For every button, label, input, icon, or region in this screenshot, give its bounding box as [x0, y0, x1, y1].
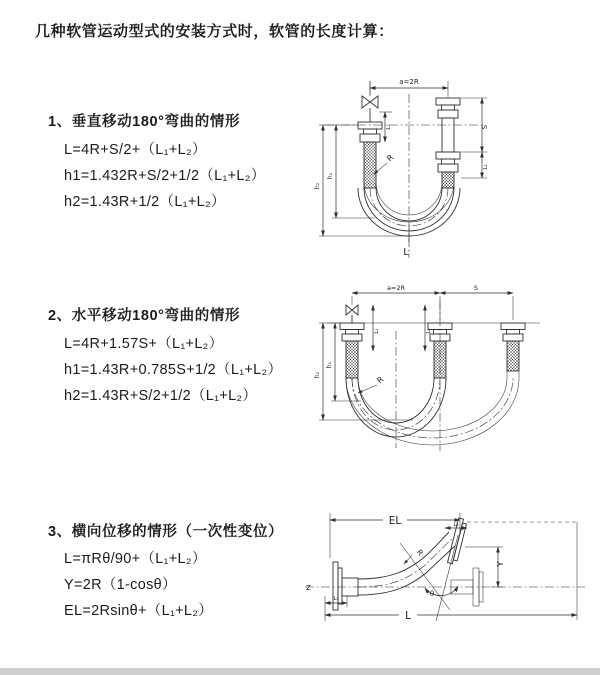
dim-label-l1: L₁ [374, 328, 380, 334]
page-edge-strip [0, 668, 600, 675]
dim-label-r: R [385, 152, 396, 164]
dim-label-h1: h₁ [326, 361, 333, 369]
braided-hose-middle [434, 341, 446, 378]
right-lower-flange [436, 152, 460, 172]
section-3-heading: 3、横向位移的情形（一次性变位） [48, 524, 284, 540]
section-2-heading: 2、水平移动180°弯曲的情形 [48, 308, 241, 324]
dim-label-y: Y [496, 561, 505, 567]
dim-label-s: S [473, 284, 479, 292]
centerlines [396, 301, 440, 451]
formula-line: L=4R+S/2+（L₁+L₂） [64, 142, 207, 158]
right-pipe [442, 118, 454, 152]
dimension-l2 [445, 522, 577, 620]
dimension-h2 [314, 323, 413, 420]
braided-hose-right [507, 341, 519, 371]
braided-hose-left [346, 341, 358, 378]
right-upper-flange [436, 98, 460, 118]
dimension-l-bottom [403, 228, 409, 258]
dim-label-el: EL [388, 515, 402, 527]
dim-label-l2: L₂ [426, 328, 432, 334]
dimension-l2 [482, 152, 489, 178]
diagram-lateral-displacement [295, 498, 600, 648]
flange-left [340, 323, 364, 341]
dim-label-l2: L₂ [453, 522, 459, 528]
dim-label-width: a=2R [386, 284, 406, 292]
dimension-l1 [325, 596, 347, 621]
radius-callout [374, 153, 396, 174]
dimension-y [465, 547, 505, 587]
dim-label-r: R [375, 374, 386, 386]
dim-label-l1: L₁ [333, 596, 339, 602]
valve-icon [346, 305, 358, 323]
braided-hose-right [442, 172, 454, 188]
diagram-vertical-180-bend [295, 68, 595, 263]
formula-line: Y=2R（1-cosθ） [64, 577, 177, 593]
dim-label-l2: L₂ [483, 164, 489, 170]
page-title: 几种软管运动型式的安装方式时，软管的长度计算： [35, 23, 394, 40]
flange-right-moved [501, 323, 525, 341]
dim-label-h2: h₂ [314, 182, 321, 190]
dim-label-s: S [481, 124, 489, 130]
dimension-width [352, 284, 513, 320]
formula-line: h1=1.43R+0.785S+1/2（L₁+L₂） [64, 362, 283, 378]
dimension-s [440, 284, 513, 293]
radius-callout [358, 375, 386, 393]
formula-line: L=πRθ/90+（L₁+L₂） [64, 551, 207, 567]
formula-line: h2=1.43R+S/2+1/2（L₁+L₂） [64, 388, 258, 404]
dim-label-width: a=2R [399, 78, 419, 86]
dim-label-l: L [405, 610, 411, 622]
formula-line: h2=1.43R+1/2（L₁+L₂） [64, 194, 226, 210]
dimension-l-bottom [325, 610, 577, 622]
section-1-heading: 1、垂直移动180°弯曲的情形 [48, 114, 241, 130]
dim-label-h1: h₁ [327, 172, 334, 180]
dim-label-h2: h₂ [314, 371, 321, 379]
s-curve-hose [358, 532, 455, 595]
axis-mark: Z [306, 584, 311, 592]
u-bend-position-2 [346, 378, 519, 445]
dim-label-l: L [403, 247, 409, 258]
centerlines [325, 94, 483, 258]
angle-construction [400, 535, 458, 621]
hose-stub-right [507, 371, 519, 378]
braided-hose-left [364, 142, 376, 188]
formula-line: L=4R+1.57S+（L₁+L₂） [64, 336, 224, 352]
dimension-l1 [373, 305, 380, 351]
radius-callout [404, 548, 425, 564]
dimension-el [330, 513, 460, 558]
formula-line: EL=2Rsinθ+（L₁+L₂） [64, 603, 214, 619]
formula-line: h1=1.432R+S/2+1/2（L₁+L₂） [64, 168, 266, 184]
diagram-horizontal-180-bend [295, 283, 600, 458]
dim-label-theta: θ [429, 590, 435, 598]
dim-label-l1: L₁ [386, 124, 392, 130]
dimension-l2 [425, 305, 432, 351]
dimension-l1 [379, 112, 392, 142]
dim-label-r: R [414, 547, 426, 558]
